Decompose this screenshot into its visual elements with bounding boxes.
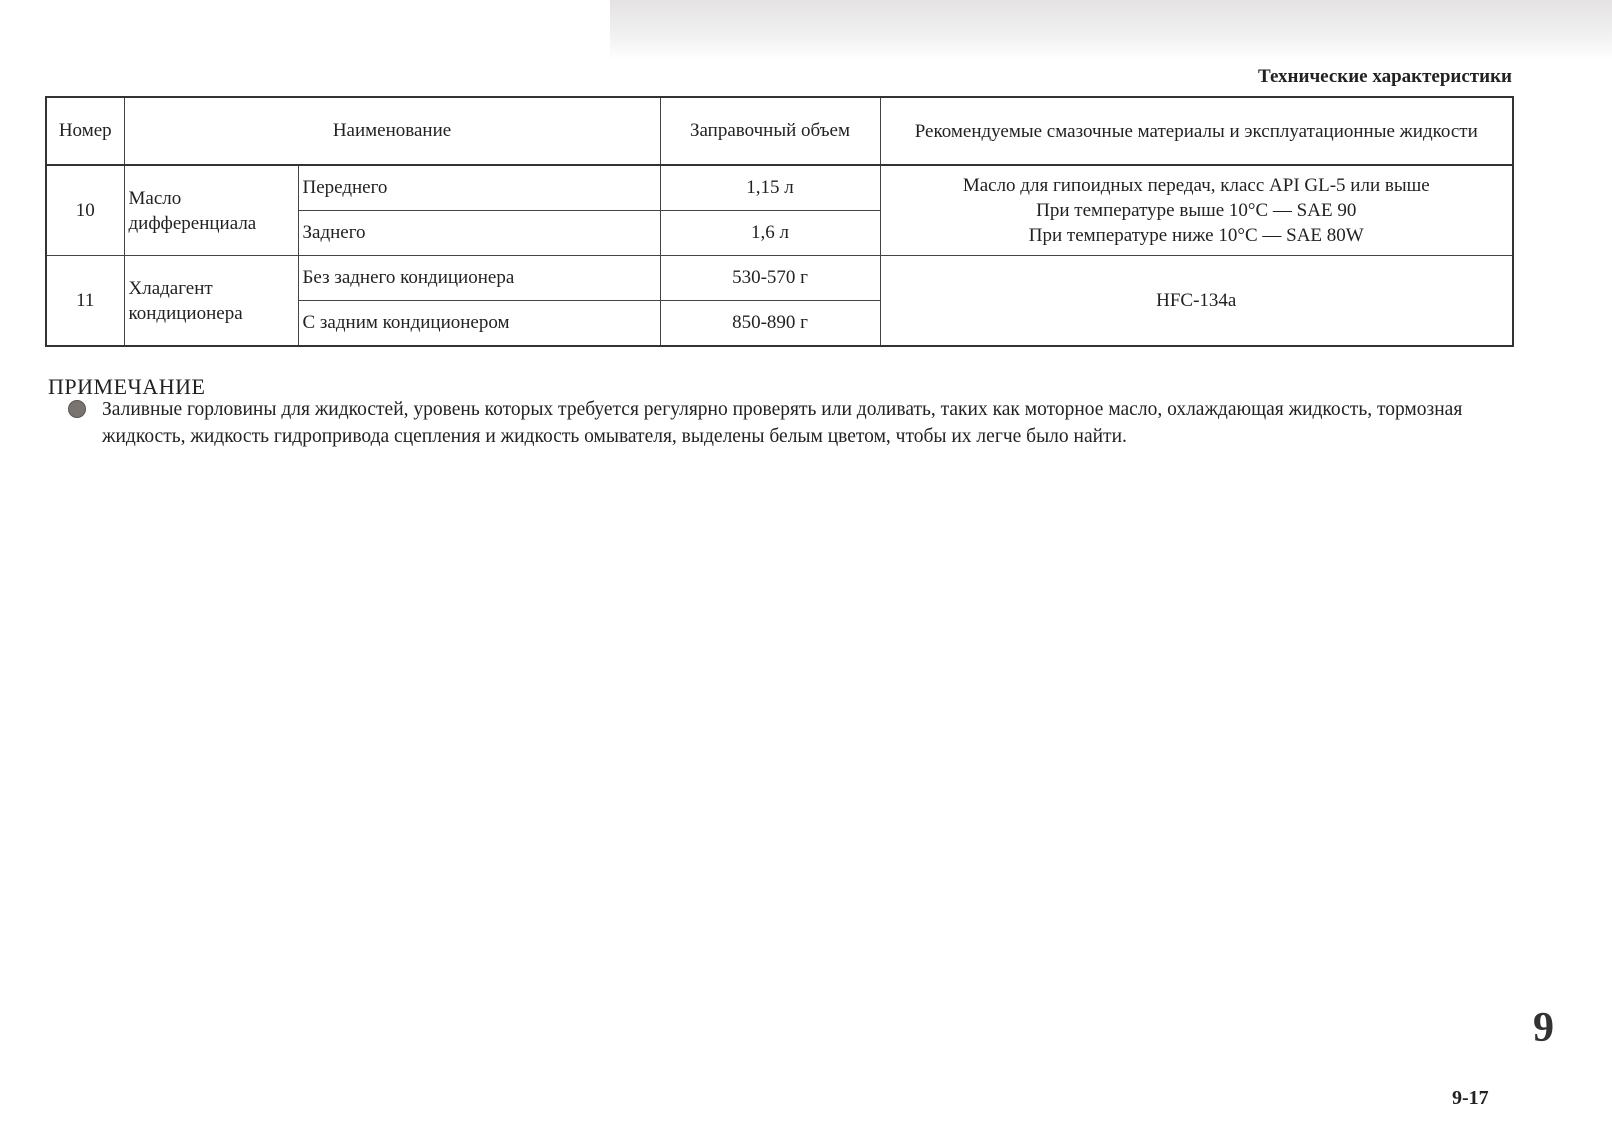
- note-text: Заливные горловины для жидкостей, уровень которых требуется регулярно проверять или доливать, таких как моторное масло, охлаждающая жидкость, тормозная жидкость, жидкость гидропривода сцепления и жидкость омывателя, выделены белым цветом, чтобы их легче было найти.: [102, 399, 1463, 447]
- subrow-label: Без заднего кондиционера: [298, 256, 660, 301]
- header-recommended: Рекомендуемые смазочные материалы и эксплуатационные жидкости: [880, 97, 1513, 165]
- recommended-line: Масло для гипоидных передач, класс API GL-5 или выше: [962, 175, 1430, 196]
- section-title: Технические характеристики: [1258, 66, 1512, 87]
- subrow-label: С задним кондиционером: [298, 301, 660, 347]
- recommended-line: HFC-134a: [1156, 290, 1237, 311]
- chapter-number: 9: [1533, 1005, 1554, 1051]
- row-recommended: [880, 165, 1513, 256]
- scan-shadow: [610, 0, 1612, 60]
- header-volume: Заправочный объем: [660, 97, 880, 165]
- recommended-line: При температуре выше 10°C — SAE 90: [1036, 200, 1357, 221]
- page-number: 9-17: [1452, 1087, 1489, 1109]
- note-heading: ПРИМЕЧАНИЕ: [48, 374, 206, 399]
- subrow-label: Заднего: [298, 211, 660, 256]
- note-item: [68, 396, 1488, 450]
- header-name: Наименование: [124, 97, 660, 165]
- table-row: [46, 256, 1513, 301]
- specifications-table: [45, 96, 1514, 347]
- subrow-volume: 1,15 л: [660, 165, 880, 211]
- subrow-volume: 1,6 л: [660, 211, 880, 256]
- subrow-volume: 530-570 г: [660, 256, 880, 301]
- subrow-volume: 850-890 г: [660, 301, 880, 347]
- row-name: Масло дифференциала: [124, 165, 298, 256]
- row-recommended: [880, 256, 1513, 347]
- row-number: 11: [46, 256, 124, 347]
- header-number: Номер: [46, 97, 124, 165]
- recommended-line: При температуре ниже 10°C — SAE 80W: [1028, 225, 1364, 246]
- row-name: Хладагент кондиционера: [124, 256, 298, 347]
- table-header-row: [46, 97, 1513, 165]
- subrow-label: Переднего: [298, 165, 660, 211]
- row-number: 10: [46, 165, 124, 256]
- table-row: [46, 165, 1513, 211]
- bullet-icon: [68, 400, 86, 418]
